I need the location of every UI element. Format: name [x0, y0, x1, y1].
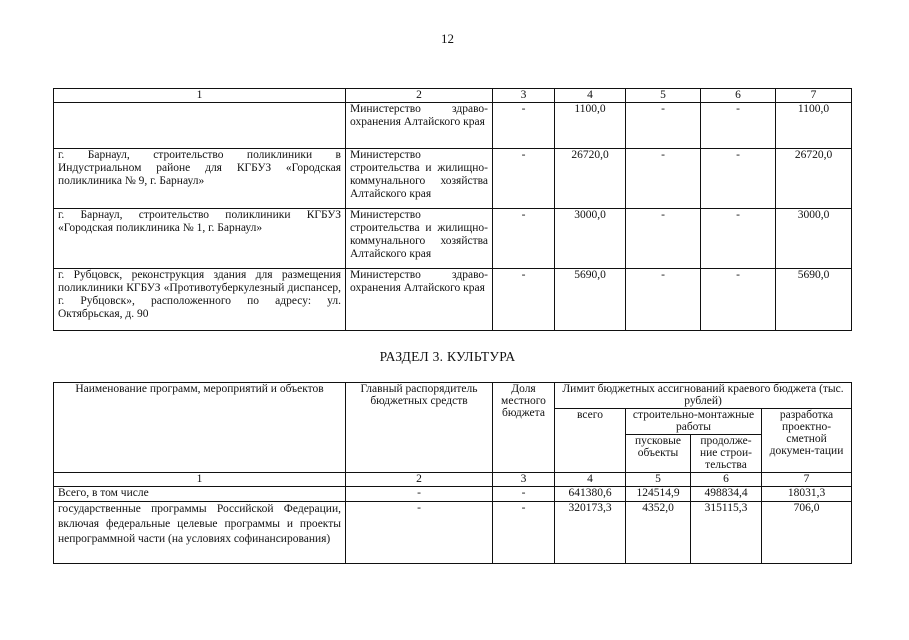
object-name-cell: г. Барнаул, строительство поликлиники КГБУЗ «Городская поликлиника № 1, г. Барнаул» — [54, 209, 346, 269]
starting-objects-cell: - — [626, 209, 701, 269]
header-name: Наименование программ, мероприятий и объектов — [54, 383, 346, 473]
header-local-share: Доля местного бюджета — [493, 383, 555, 473]
column-number: 2 — [346, 473, 493, 487]
local-share-cell: - — [493, 103, 555, 149]
agency-cell: Министерство строительства и жилищно-коммунального хозяйства Алтайского края — [346, 209, 493, 269]
header-construction: строительно-монтажные работы — [626, 409, 762, 435]
table-culture-budget — [53, 382, 852, 564]
agency-cell: Министерство строительства и жилищно-коммунального хозяйства Алтайского края — [346, 149, 493, 209]
starting-objects-cell: - — [626, 103, 701, 149]
header-row — [54, 383, 852, 409]
agency-cell: - — [346, 487, 493, 502]
local-share-cell: - — [493, 149, 555, 209]
column-numbers-row — [54, 89, 852, 103]
design-docs-cell: 1100,0 — [776, 103, 852, 149]
ongoing-construction-cell: 498834,4 — [691, 487, 762, 502]
total-cell: 641380,6 — [555, 487, 626, 502]
design-docs-cell: 706,0 — [762, 502, 852, 564]
table-row — [54, 269, 852, 331]
agency-cell: Министерство здраво-охранения Алтайского края — [346, 269, 493, 331]
column-number: 3 — [493, 473, 555, 487]
agency-cell: Министерство здраво-охранения Алтайского края — [346, 103, 493, 149]
column-number: 5 — [626, 473, 691, 487]
header-total: всего — [555, 409, 626, 473]
local-share-cell: - — [493, 269, 555, 331]
header-ongoing-construction: продолже-ние строи-тельства — [691, 435, 762, 473]
ongoing-construction-cell: 315115,3 — [691, 502, 762, 564]
starting-objects-cell: - — [626, 269, 701, 331]
object-name-cell: государственные программы Российской Федерации, включая федеральные целевые программы и проекты непрограммной части (на условиях софинансирования) — [54, 502, 346, 564]
total-cell: 320173,3 — [555, 502, 626, 564]
table-row — [54, 209, 852, 269]
design-docs-cell: 18031,3 — [762, 487, 852, 502]
section-title: РАЗДЕЛ 3. КУЛЬТУРА — [379, 349, 516, 364]
column-number: 5 — [626, 89, 701, 103]
column-number: 7 — [776, 89, 852, 103]
total-cell: 1100,0 — [555, 103, 626, 149]
page-number: 12 — [441, 31, 454, 46]
column-number: 4 — [555, 473, 626, 487]
header-budget-limit: Лимит бюджетных ассигнований краевого бюджета (тыс. рублей) — [555, 383, 852, 409]
header-design-docs: разработка проектно-сметной докумен-тации — [762, 409, 852, 473]
object-name-cell: г. Рубцовск, реконструкция здания для размещения поликлиники КГБУЗ «Противотуберкулезный диспансер, г. Рубцовск», расположенного по адресу: ул. Октябрьская, д. 90 — [54, 269, 346, 331]
column-number: 1 — [54, 473, 346, 487]
design-docs-cell: 3000,0 — [776, 209, 852, 269]
design-docs-cell: 26720,0 — [776, 149, 852, 209]
column-number: 6 — [691, 473, 762, 487]
table-row — [54, 502, 852, 564]
ongoing-construction-cell: - — [701, 209, 776, 269]
column-number: 3 — [493, 89, 555, 103]
table-row — [54, 487, 852, 502]
table-healthcare-objects — [53, 88, 852, 331]
column-number: 2 — [346, 89, 493, 103]
starting-objects-cell: - — [626, 149, 701, 209]
object-name-cell: г. Барнаул, строительство поликлиники в Индустриальном районе для КГБУЗ «Городская поликлиника № 9, г. Барнаул» — [54, 149, 346, 209]
ongoing-construction-cell: - — [701, 149, 776, 209]
local-share-cell: - — [493, 487, 555, 502]
total-cell: 26720,0 — [555, 149, 626, 209]
column-number: 4 — [555, 89, 626, 103]
agency-cell: - — [346, 502, 493, 564]
column-numbers-row — [54, 473, 852, 487]
header-starting-objects: пусковые объекты — [626, 435, 691, 473]
total-cell: 3000,0 — [555, 209, 626, 269]
column-number: 6 — [701, 89, 776, 103]
table-row — [54, 103, 852, 149]
table-row — [54, 149, 852, 209]
column-number: 7 — [762, 473, 852, 487]
ongoing-construction-cell: - — [701, 269, 776, 331]
starting-objects-cell: 124514,9 — [626, 487, 691, 502]
object-name-cell: Всего, в том числе — [54, 487, 346, 502]
design-docs-cell: 5690,0 — [776, 269, 852, 331]
starting-objects-cell: 4352,0 — [626, 502, 691, 564]
column-number: 1 — [54, 89, 346, 103]
object-name-cell — [54, 103, 346, 149]
local-share-cell: - — [493, 502, 555, 564]
local-share-cell: - — [493, 209, 555, 269]
header-agency: Главный распорядитель бюджетных средств — [346, 383, 493, 473]
total-cell: 5690,0 — [555, 269, 626, 331]
ongoing-construction-cell: - — [701, 103, 776, 149]
